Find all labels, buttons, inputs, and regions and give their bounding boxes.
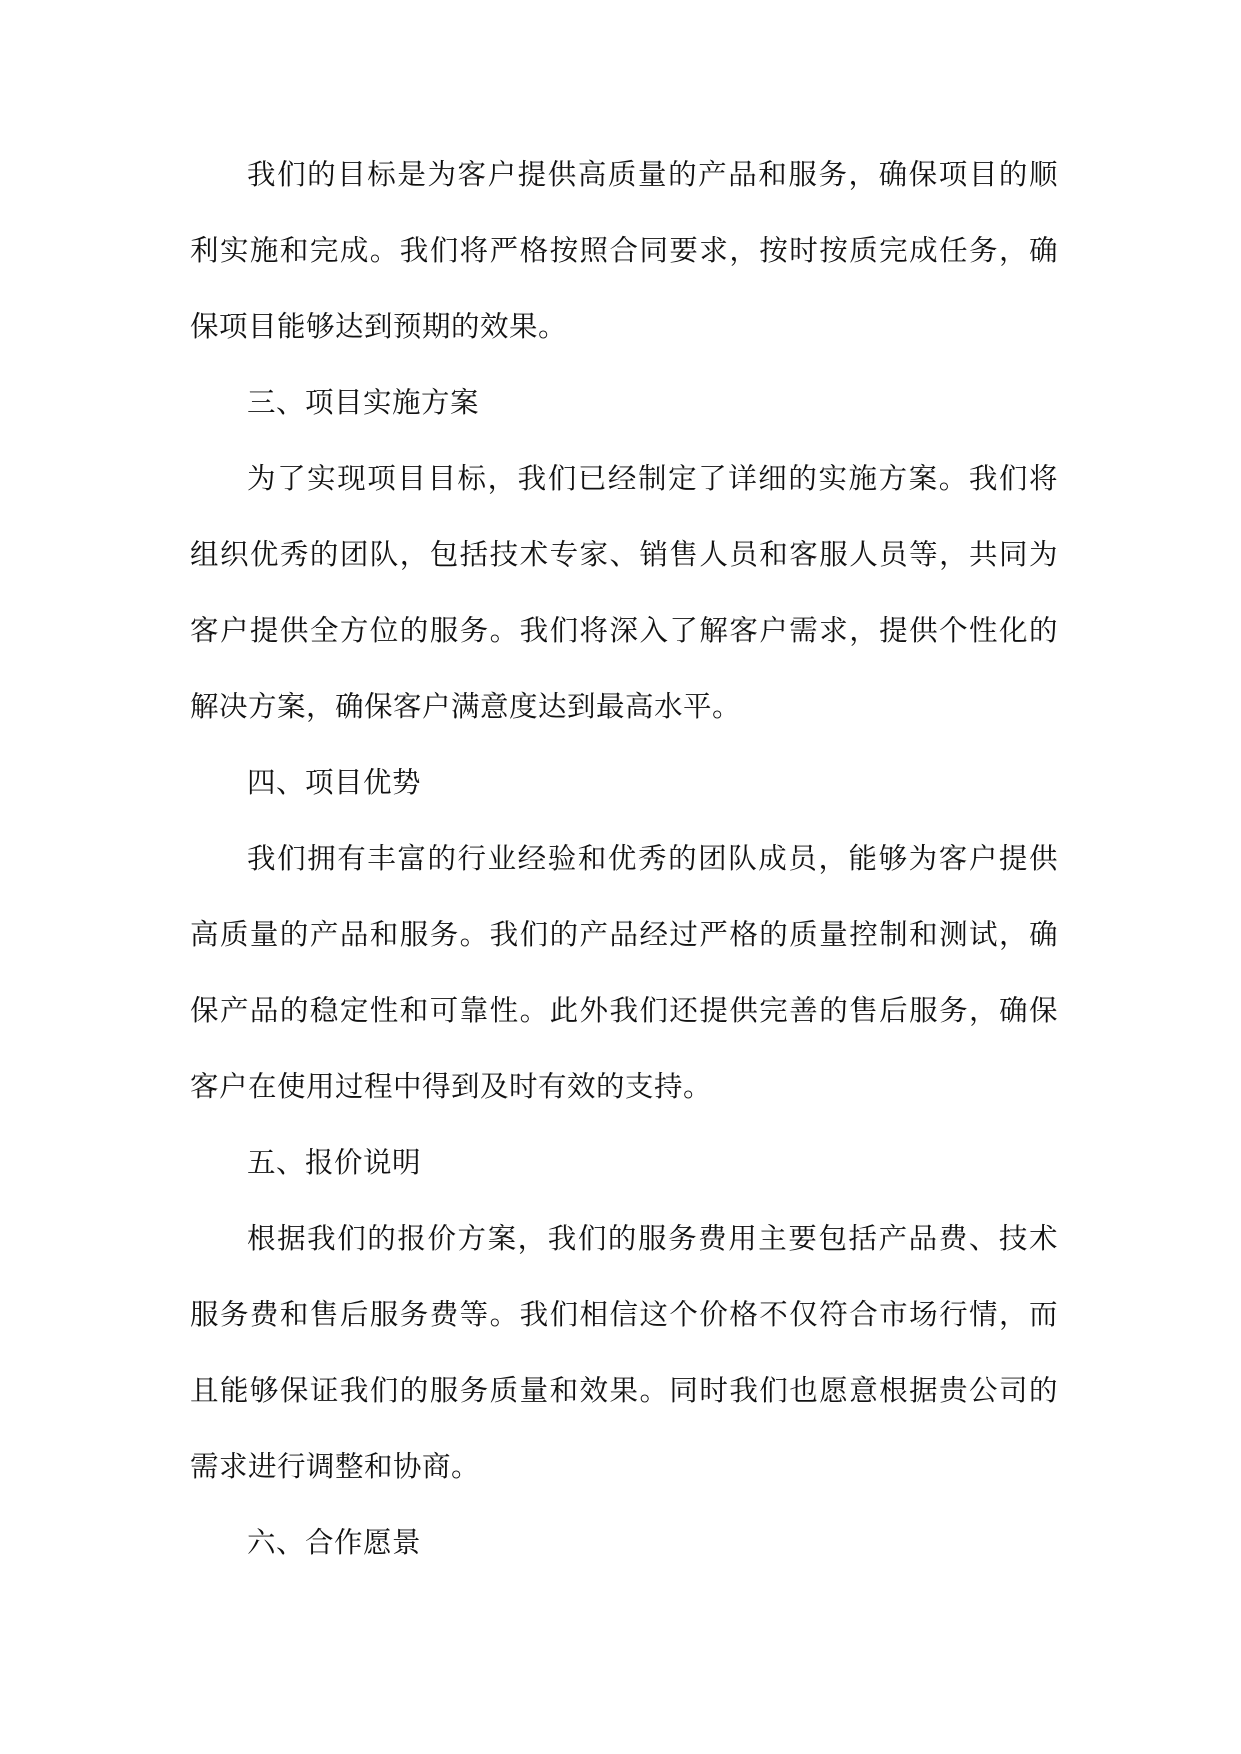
paragraph-implementation-plan: 为了实现项目目标，我们已经制定了详细的实施方案。我们将组织优秀的团队，包括技术专家、销售人员和客服人员等，共同为客户提供全方位的服务。我们将深入了解客户需求，提供个性化的解决方案，确保客户满意度达到最高水平。 [190, 462, 1058, 723]
heading-cooperation-vision: 六、合作愿景 [247, 1526, 422, 1559]
heading-quotation: 五、报价说明 [247, 1146, 422, 1179]
heading-project-advantages: 四、项目优势 [247, 766, 422, 799]
paragraph-project-advantages: 我们拥有丰富的行业经验和优秀的团队成员，能够为客户提供高质量的产品和服务。我们的产品经过严格的质量控制和测试，确保产品的稳定性和可靠性。此外我们还提供完善的售后服务，确保客户在使用过程中得到及时有效的支持。 [190, 842, 1058, 1103]
paragraph-project-goal: 我们的目标是为客户提供高质量的产品和服务，确保项目的顺利实施和完成。我们将严格按照合同要求，按时按质完成任务，确保项目能够达到预期的效果。 [190, 158, 1058, 343]
paragraph-quotation: 根据我们的报价方案，我们的服务费用主要包括产品费、技术服务费和售后服务费等。我们相信这个价格不仅符合市场行情，而且能够保证我们的服务质量和效果。同时我们也愿意根据贵公司的需求进行调整和协商。 [190, 1222, 1058, 1483]
heading-implementation-plan: 三、项目实施方案 [247, 386, 480, 419]
document-body [190, 137, 1058, 1581]
